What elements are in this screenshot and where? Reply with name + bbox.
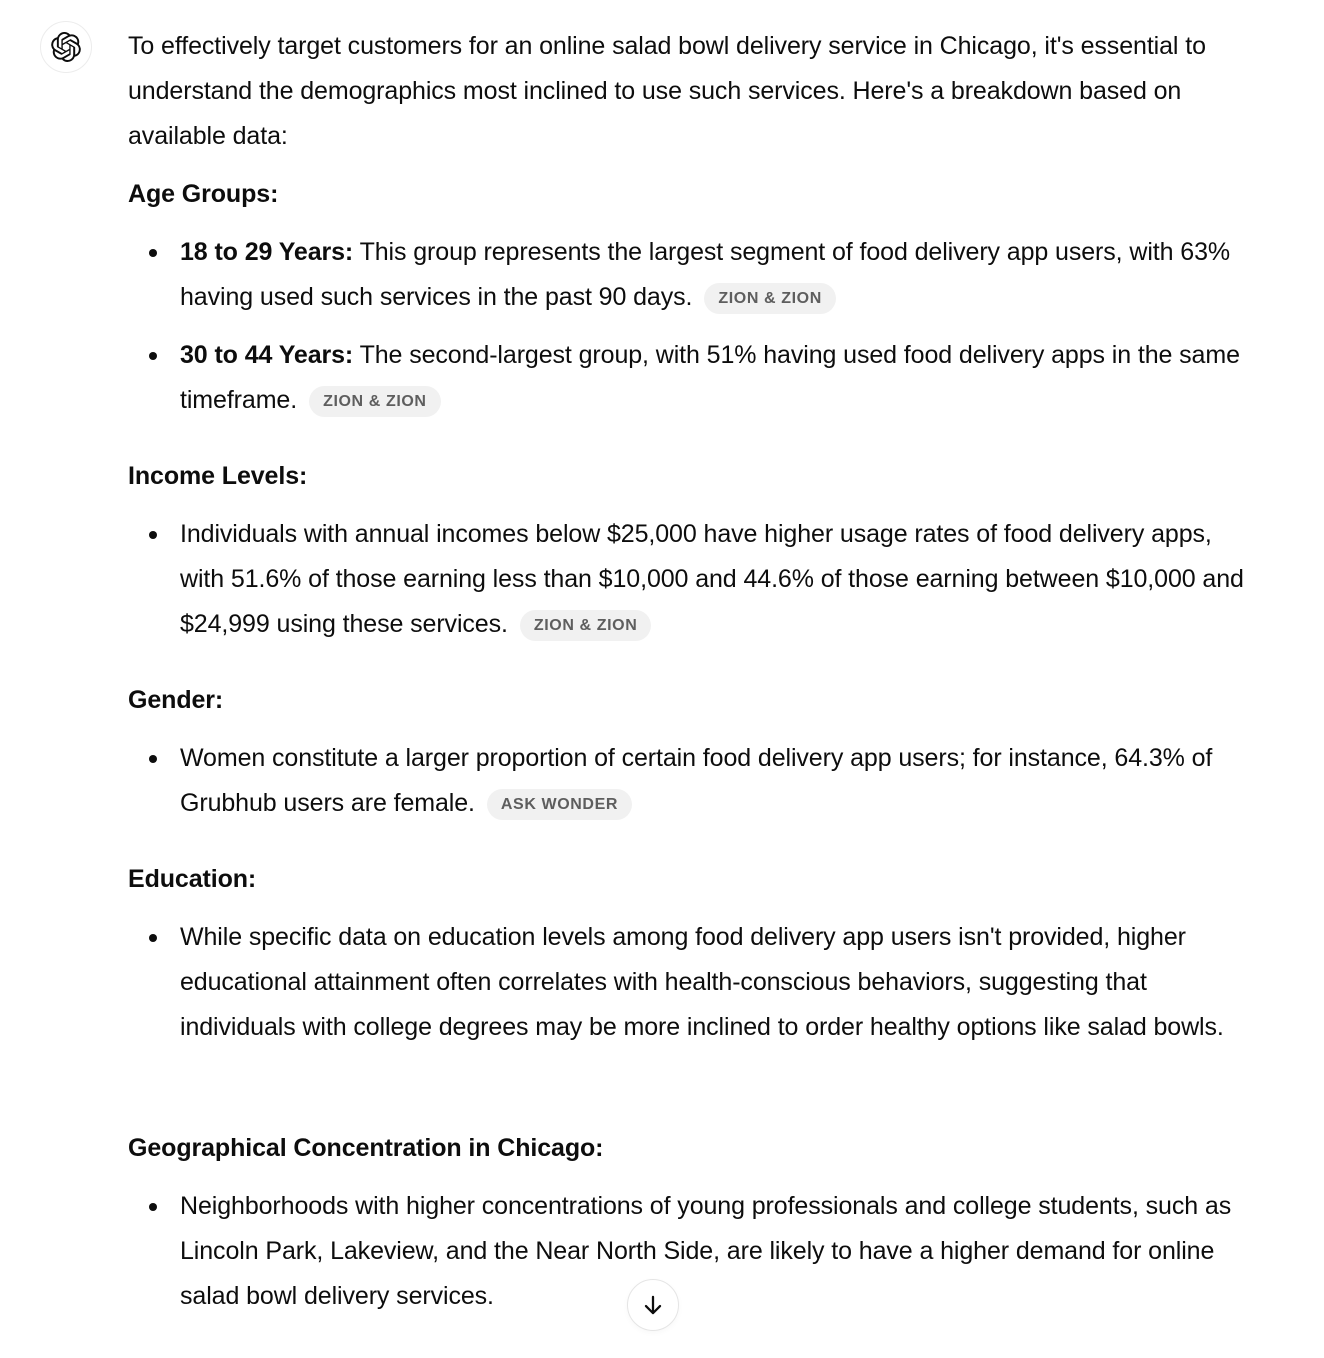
intro-paragraph: To effectively target customers for an online salad bowl delivery service in Chicago, it's essential to understand the demographics most inclined to use such services. Here's a breakdown based on available data:	[128, 32, 1206, 150]
list-item-text: This group represents the largest segment of food delivery app users, with 63% having used such services in the past 90 days.	[180, 238, 1231, 311]
section-heading-geographical-concentration: Geographical Concentration in Chicago:	[128, 1134, 604, 1162]
list-item	[128, 1184, 1248, 1319]
citation-badge[interactable]: ZION & ZION	[704, 283, 835, 314]
list-item-lead: 30 to 44 Years:	[180, 341, 354, 369]
geographical-list	[128, 1184, 1248, 1319]
list-item-text: The second-largest group, with 51% having used food delivery apps in the same timeframe.	[180, 341, 1240, 414]
list-item	[128, 230, 1248, 320]
citation-badge[interactable]: ZION & ZION	[520, 610, 651, 641]
openai-logo-icon	[51, 32, 81, 62]
citation-badge[interactable]: ASK WONDER	[487, 789, 632, 820]
list-item	[128, 333, 1248, 423]
scroll-to-bottom-button[interactable]	[627, 1279, 679, 1331]
section-heading-gender: Gender:	[128, 686, 224, 714]
list-item-text: Neighborhoods with higher concentrations of young professionals and college students, such as Lincoln Park, Lakeview, and the Near North Side, are likely to have a higher demand for online salad bowl delivery services.	[180, 1192, 1232, 1310]
list-item-lead: 18 to 29 Years:	[180, 238, 354, 266]
citation-badge[interactable]: ZION & ZION	[309, 386, 440, 417]
list-item	[128, 512, 1248, 647]
assistant-avatar	[40, 21, 92, 73]
income-levels-list	[128, 512, 1248, 647]
arrow-down-icon	[640, 1292, 666, 1318]
list-item	[128, 736, 1248, 826]
gender-list	[128, 736, 1248, 826]
education-list	[128, 915, 1248, 1095]
list-item-text: Individuals with annual incomes below $25,000 have higher usage rates of food delivery apps, with 51.6% of those earning less than $10,000 and 44.6% of those earning between $10,000 and $24,999 using these services.	[180, 520, 1244, 638]
section-heading-age-groups: Age Groups:	[128, 180, 279, 208]
list-item-text: While specific data on education levels among food delivery app users isn't provided, higher educational attainment often correlates with health-conscious behaviors, suggesting that individuals with college degrees may be more inclined to order healthy options like salad bowls.	[180, 923, 1224, 1041]
list-item-text: Women constitute a larger proportion of certain food delivery app users; for instance, 64.3% of Grubhub users are female.	[180, 744, 1213, 817]
section-heading-income-levels: Income Levels:	[128, 462, 308, 490]
message-content	[128, 24, 1248, 1319]
age-groups-list	[128, 230, 1248, 423]
list-item	[128, 915, 1248, 1095]
section-heading-education: Education:	[128, 865, 257, 893]
